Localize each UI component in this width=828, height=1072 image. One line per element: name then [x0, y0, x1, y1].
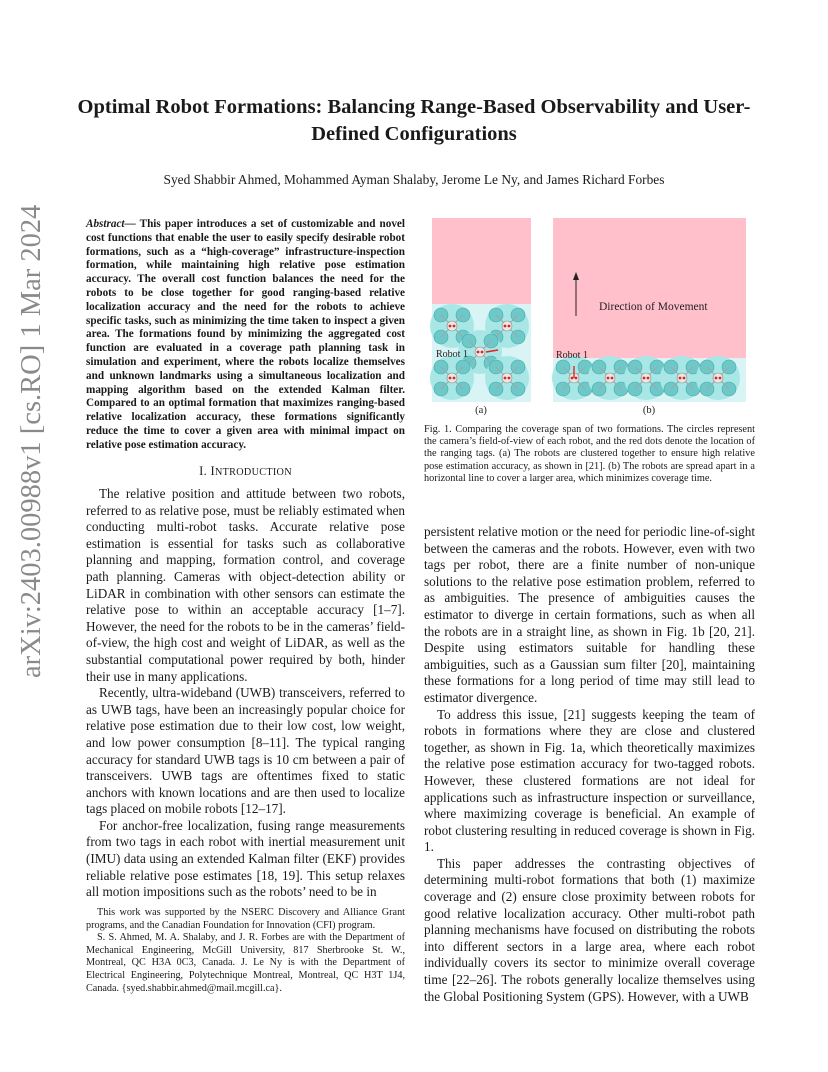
- panel-b-uncovered: [553, 218, 746, 358]
- robot: [430, 356, 474, 400]
- abstract-lead: Abstract: [86, 218, 125, 230]
- robot-1-label-a: Robot 1: [436, 349, 468, 360]
- panel-b: [552, 218, 746, 416]
- footnotes: [86, 907, 405, 995]
- robot: [696, 356, 740, 400]
- left-column-body: [86, 486, 405, 901]
- author-list: Syed Shabbir Ahmed, Mohammed Ayman Shalaby, Jerome Le Ny, and James Richard Forbes: [163, 172, 665, 187]
- paragraph: For anchor-free localization, fusing range measurements from two tags in each robot with inertial measurement unit (IMU) data using an extended Kalman filter (EKF) provides reliable relative pose estimates [18, 19]. This setup relaxes all motion impositions such as the robots’ need to be in: [86, 817, 405, 900]
- panel-a: [430, 218, 531, 416]
- paragraph: Recently, ultra-wideband (UWB) transceivers, referred to as UWB tags, have been an increasingly popular choice for relative pose estimation due to their low cost, low weight, and low power consumption [8–11]. The typical ranging accuracy for standard UWB tags is 10 cm between a pair of transceivers. UWB tags are oftentimes fixed to static anchors with known locations and are then used to localize tags placed on mobile robots [12–17].: [86, 685, 405, 817]
- subfigure-label-a: (a): [475, 405, 487, 416]
- footnote-funding: This work was supported by the NSERC Discovery and Alliance Grant programs, and the Canadian Foundation for Innovation (CFI) program.: [86, 907, 405, 931]
- subfigure-label-b: (b): [642, 405, 656, 416]
- abstract: [86, 218, 405, 453]
- arxiv-id: arXiv:2403.00988v1 [cs.RO] 1 Mar 2024: [16, 204, 47, 678]
- right-column-body: [424, 524, 755, 1005]
- section-heading: I. INTRODUCTION: [199, 464, 292, 478]
- paragraph: The relative position and attitude between two robots, referred to as relative pose, must be reliably estimated when conducting multi-robot tasks. Accurate relative pose estimation is essential for tasks such as collaborative planning and mapping, formation control, and coverage path planning. Cameras with object-detection ability or LiDAR in combination with other sensors can estimate the relative pose to within an acceptable accuracy [1–7]. However, the need for the robots to be in the cameras’ field-of-view, the high cost and weight of LiDAR, as well as the substantial computational power required by both, hinder their use in many applications.: [86, 486, 405, 684]
- paper-title: Optimal Robot Formations: Balancing Range-Based Observability and User-Defined Configurations: [77, 96, 751, 145]
- direction-label: Direction of Movement: [599, 301, 708, 313]
- paragraph: To address this issue, [21] suggests keeping the team of robots in formations where they are close and clustered together, as shown in Fig. 1a, which theoretically maximizes the relative pose estimation accuracy for two-tagged robots. However, these clustered formations are not ideal for applications such as infrastructure inspection or surveillance, where maximizing coverage is beneficial. An example of robot clustering resulting in reduced coverage is shown in Fig. 1.: [424, 706, 755, 855]
- panel-a-uncovered: [432, 218, 531, 304]
- figure-1: [424, 216, 755, 420]
- figure-caption: Fig. 1. Comparing the coverage span of two formations. The circles represent the camera’s field-of-view of each robot, and the red dots denote the location of the ranging tags. (a) The robots are clustered together to ensure high relative pose estimation accuracy, as shown in [21]. (b) The robots are spread apart in a horizontal line to cover a larger area, which minimizes coverage time.: [424, 424, 755, 484]
- abstract-text: — This paper introduces a set of customizable and novel cost functions that enable the user to easily specify desirable robot formations, such as a “high-coverage” infrastructure-inspection formation, while maintaining high relative pose estimation accuracy. The overall cost function balances the need for the robots to be close together for good ranging-based relative localization accuracy and the need for the robots to achieve specific tasks, such as minimizing the time taken to inspect a given area. The formations found by minimizing the aggregated cost function are evaluated in a coverage path planning task in simulation and experiment, where the robots localize themselves and unknown landmarks using a simultaneous localization and mapping algorithm based on the extended Kalman filter. Compared to an optimal formation that maximizes ranging-based relative localization accuracy, these formations significantly reduce the time to cover a given area with minimal impact on relative pose estimation accuracy.: [86, 218, 405, 451]
- paragraph: persistent relative motion or the need for periodic line-of-sight between the cameras and the robots. However, even with two tags per robot, there are a finite number of non-unique solutions to the relative pose estimation problem, referred to as ambiguities. The presence of ambiguities causes the estimator to diverge in certain formations, such as when all the robots are in a straight line, as shown in Fig. 1b [20, 21]. Despite using estimators suitable for handling these ambiguities, such as a Gaussian sum filter [20], maintaining these formations for a long period of time may still lead to estimator divergence.: [424, 524, 755, 705]
- robot-1-label-b: Robot 1: [556, 350, 588, 361]
- paragraph: This paper addresses the contrasting objectives of determining multi-robot formations that both (1) maximize coverage and (2) ensure close proximity between robots for good relative localization accuracy. Other multi-robot path planning mechanisms have focused on distributing the robots into different sectors in a large area, where each robot individually covers its sector to minimize overall coverage time [22–26]. The robots generally localize themselves using the Global Positioning System (GPS). However, with a UWB: [424, 855, 755, 1004]
- robot: [485, 356, 529, 400]
- footnote-affiliations: S. S. Ahmed, M. A. Shalaby, and J. R. Forbes are with the Department of Mechanical Engineering, McGill University, 817 Sherbrooke St. W., Montreal, QC H3A 0C3, Canada. J. Le Ny is with the Department of Electrical Engineering, Polytechnique Montreal, Montreal, QC H3T 1J4, Canada. {syed.shabbir.ahmed@mail.mcgill.ca}.: [86, 932, 405, 994]
